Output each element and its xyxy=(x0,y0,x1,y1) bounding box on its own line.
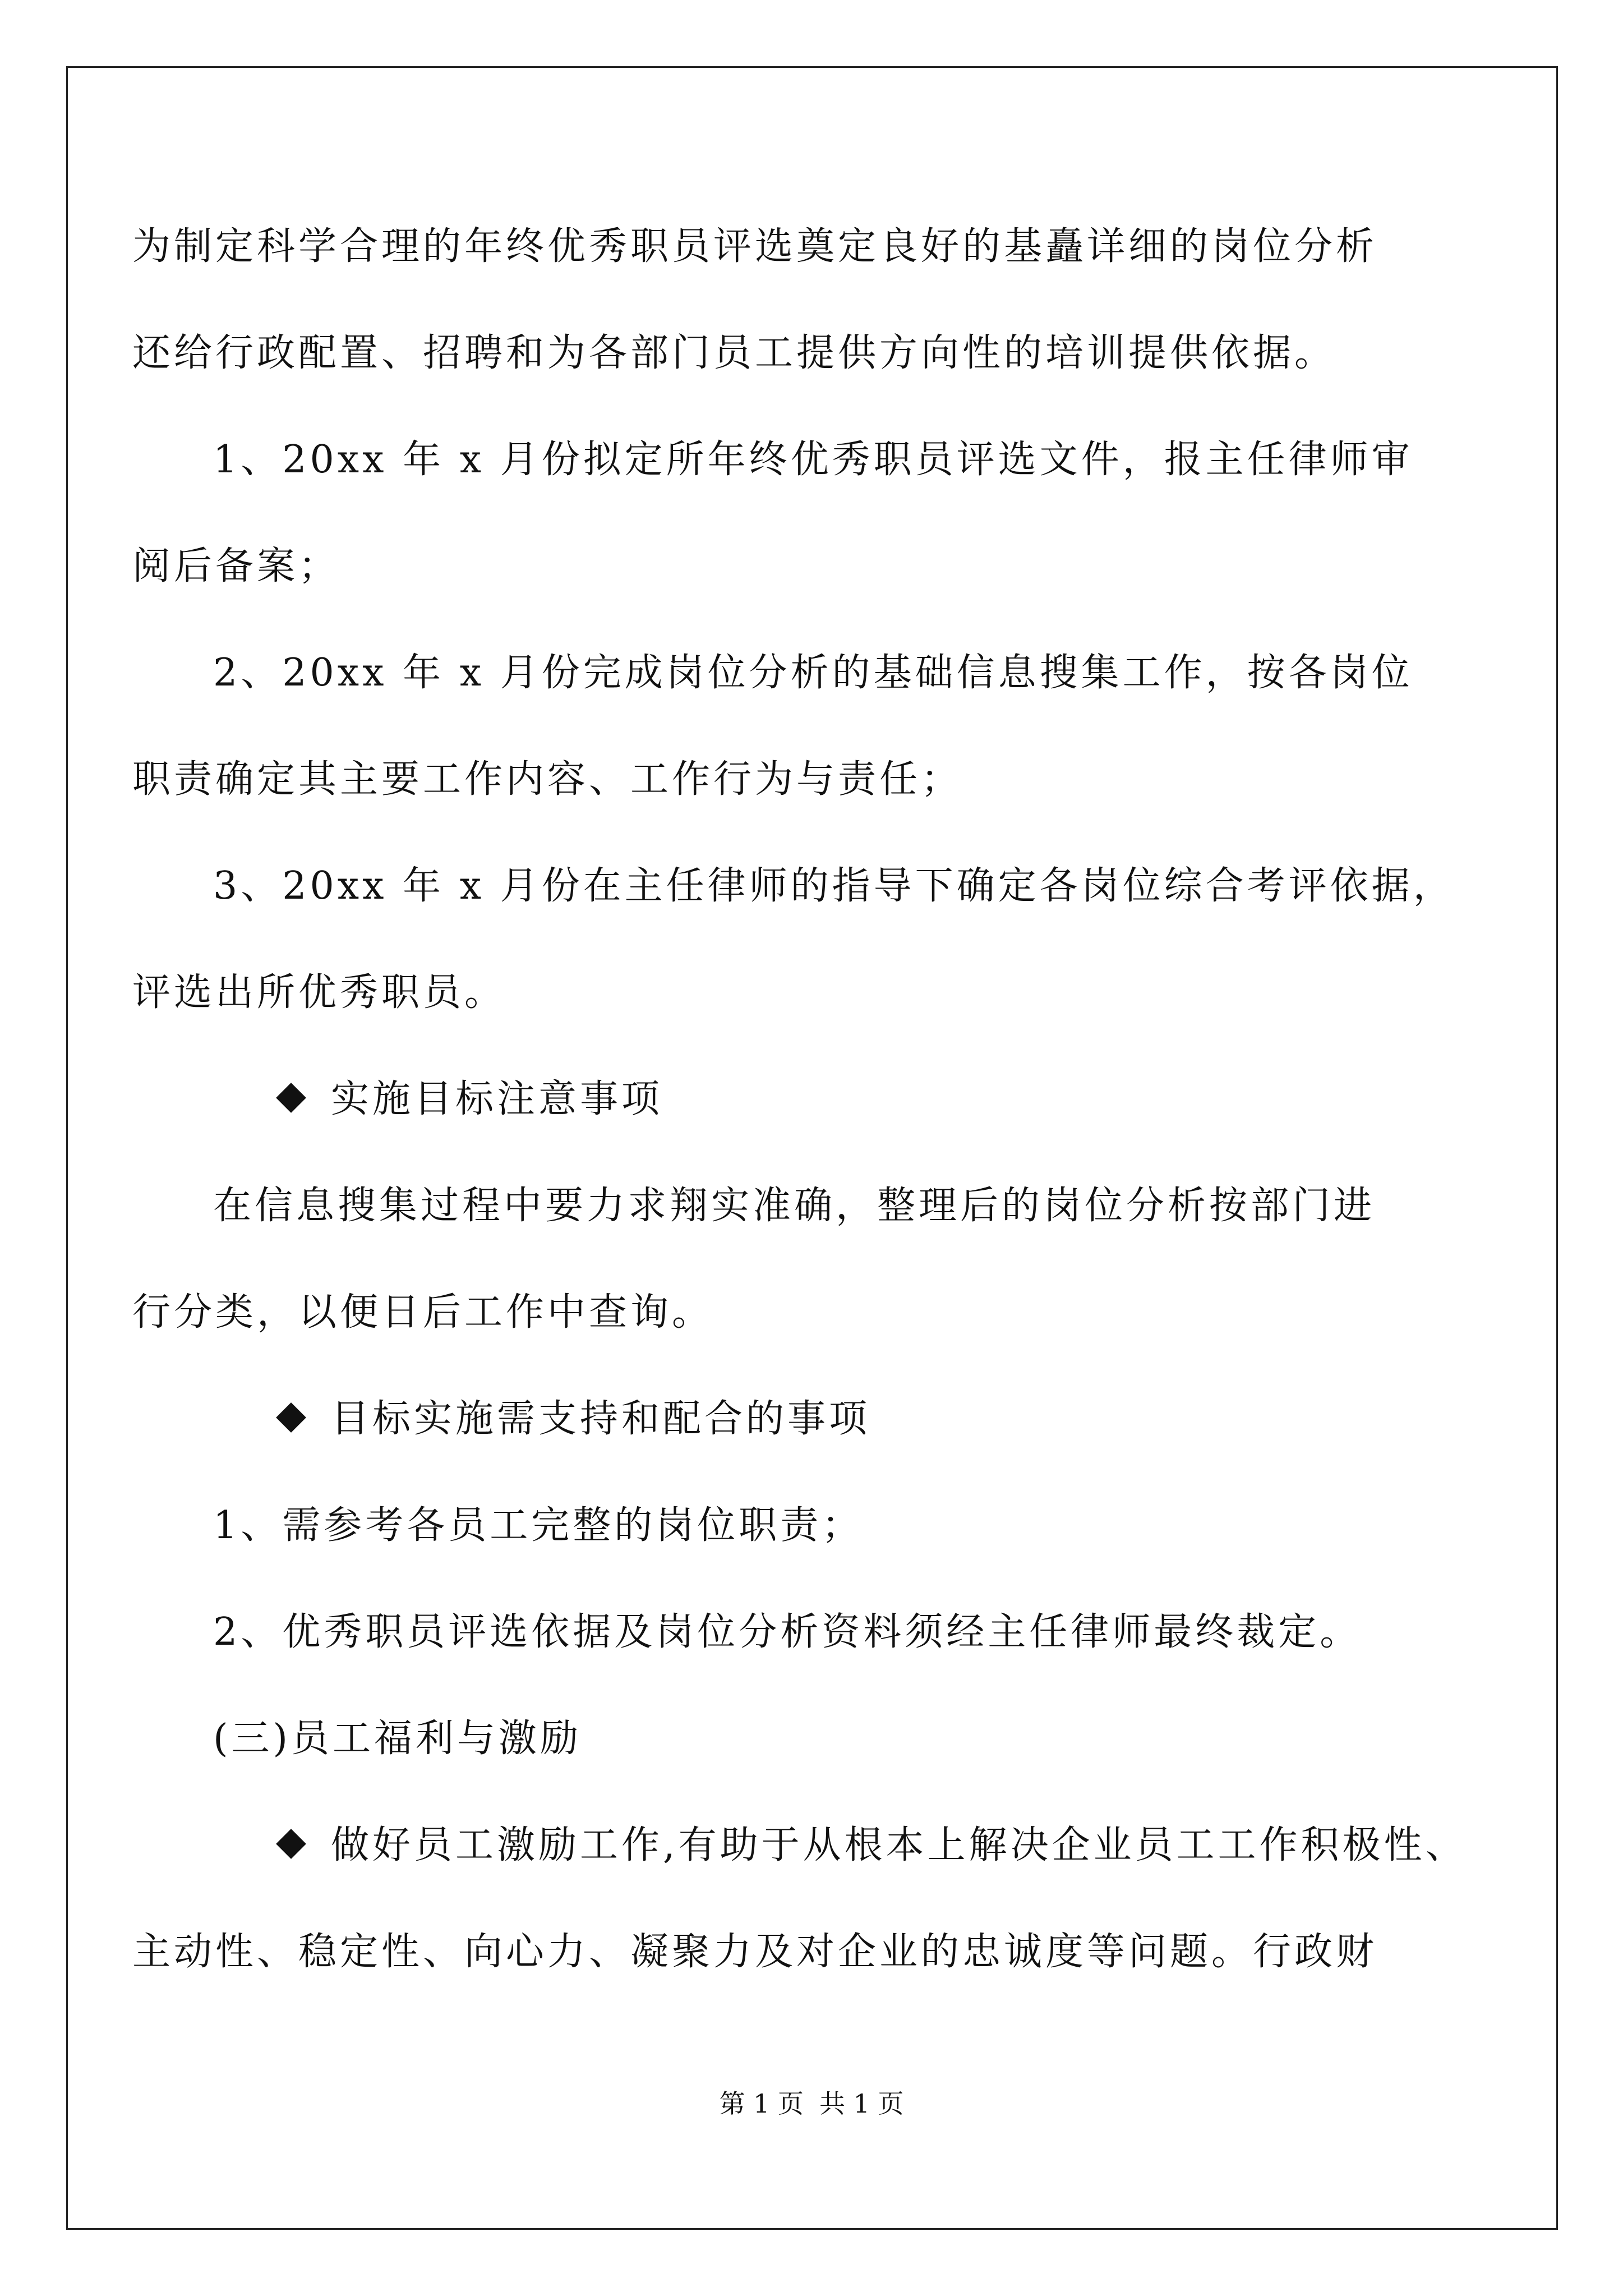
text-line-8: 评选出所优秀职员。 xyxy=(132,970,506,1015)
diamond-bullet-icon xyxy=(276,1402,306,1433)
text-line-3: 1、20xx 年 x 月份拟定所年终优秀职员评选文件，报主任律师审 xyxy=(213,438,1413,482)
text-line-5: 2、20xx 年 x 月份完成岗位分析的基础信息搜集工作，按各岗位 xyxy=(213,651,1413,695)
heading-text: 实施目标注意事项 xyxy=(331,1077,663,1121)
heading-text: 目标实施需支持和配合的事项 xyxy=(331,1397,871,1441)
page-border xyxy=(66,66,1558,2230)
text-line-7: 3、20xx 年 x 月份在主任律师的指导下确定各岗位综合考评依据， xyxy=(213,864,1455,908)
text-line-17: 主动性、稳定性、向心力、凝聚力及对企业的忠诚度等问题。行政财 xyxy=(132,1930,1378,1974)
text-line-14: 2、优秀职员评选依据及岗位分析资料须经主任律师最终裁定。 xyxy=(213,1610,1362,1654)
text-line-2: 还给行政配置、招聘和为各部门员工提供方向性的培训提供依据。 xyxy=(132,331,1336,375)
text-line-4: 阅后备案； xyxy=(132,544,340,588)
text-line-6: 职责确定其主要工作内容、工作行为与责任； xyxy=(132,757,963,802)
text-line-11: 行分类，以便日后工作中查询。 xyxy=(132,1290,714,1335)
text-line-10: 在信息搜集过程中要力求翔实准确，整理后的岗位分析按部门进 xyxy=(213,1184,1376,1228)
diamond-bullet-icon xyxy=(276,1829,306,1859)
page-number: 第 1 页 xyxy=(719,2088,804,2119)
paragraph-text: 做好员工激励工作,有助于从根本上解决企业员工工作积极性、 xyxy=(331,1823,1467,1867)
section-heading-welfare: (三)员工福利与激励 xyxy=(213,1717,582,1761)
heading-support-items xyxy=(280,1397,870,1442)
page-total: 共 1 页 xyxy=(819,2088,904,2119)
text-line-13: 1、需参考各员工完整的岗位职责； xyxy=(213,1503,864,1548)
paragraph-incentive xyxy=(280,1823,1467,1868)
diamond-bullet-icon xyxy=(276,1083,306,1113)
heading-implementation-notes xyxy=(280,1077,663,1122)
page-footer xyxy=(0,2088,1623,2119)
text-line-1: 为制定科学合理的年终优秀职员评选奠定良好的基矗详细的岗位分析 xyxy=(132,224,1378,269)
